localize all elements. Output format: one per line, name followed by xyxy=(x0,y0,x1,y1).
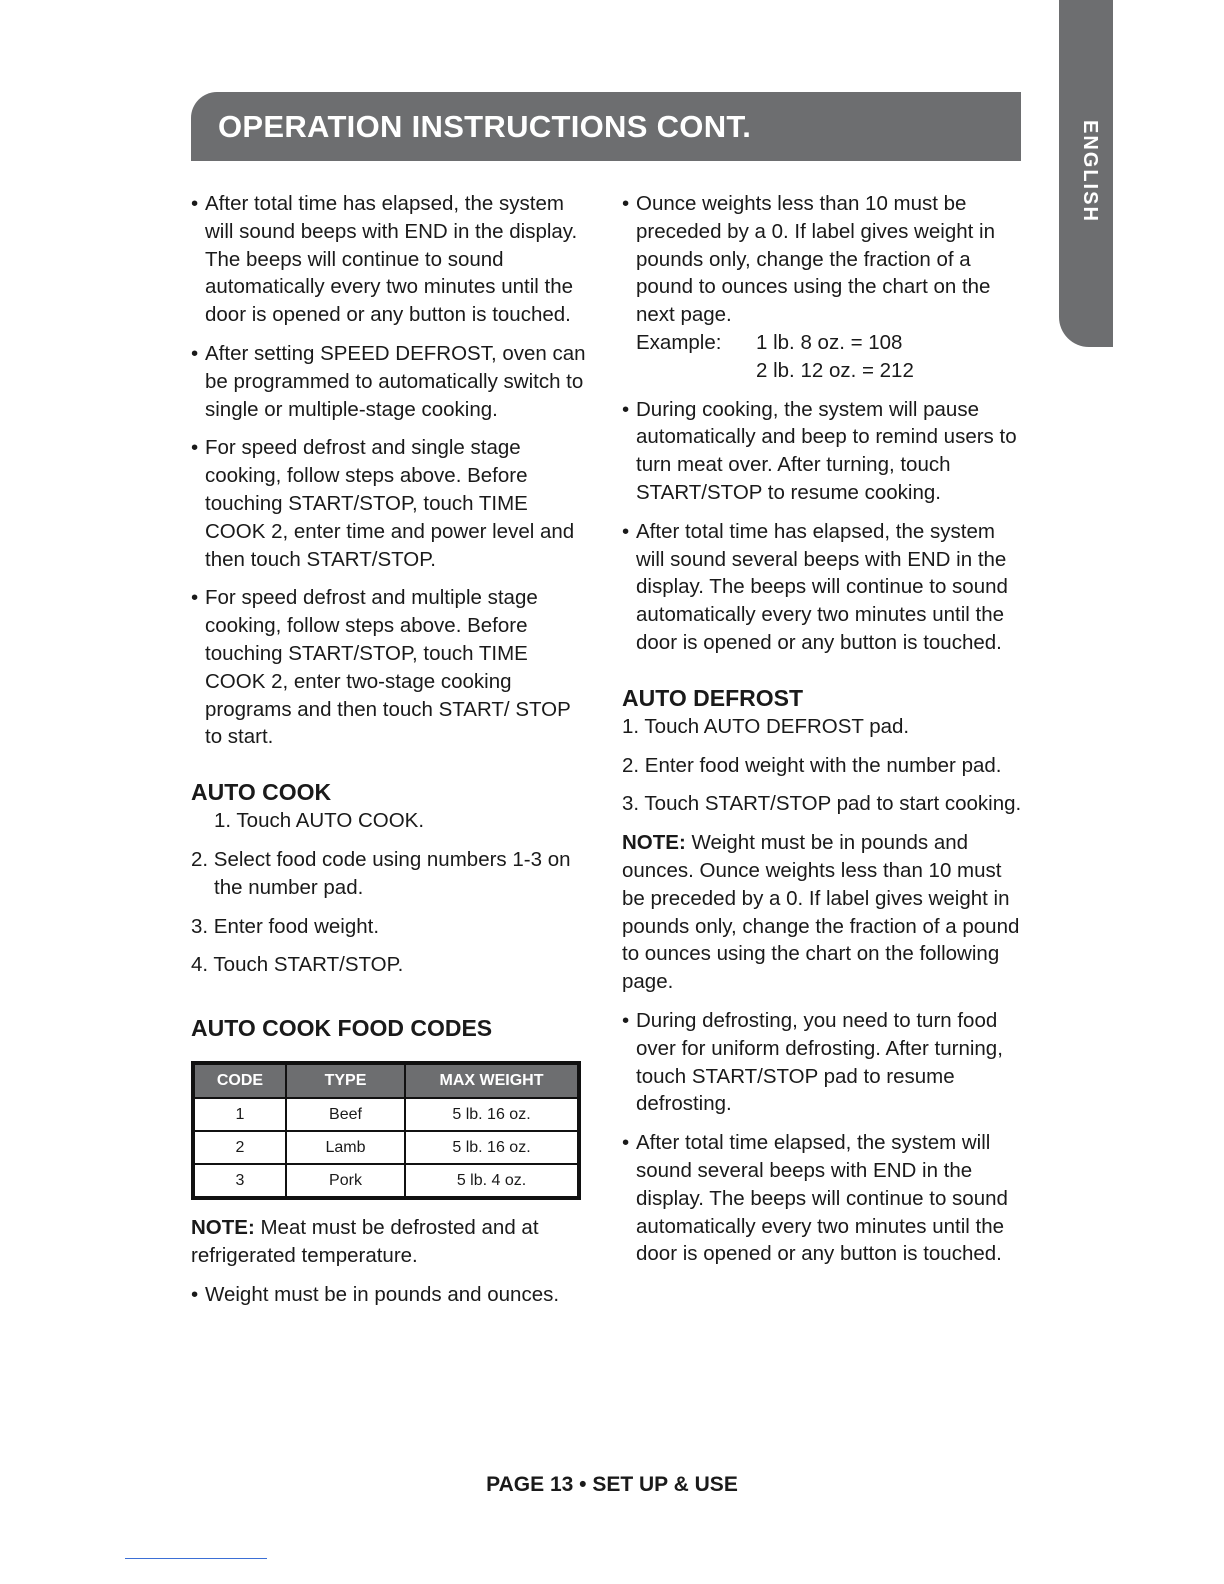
note-label: NOTE: xyxy=(191,1216,255,1240)
weight-note xyxy=(622,829,1024,996)
code-cell: 2 xyxy=(193,1131,286,1164)
bullet-icon: • xyxy=(191,192,199,215)
meat-note xyxy=(191,1214,587,1270)
list-item: • Weight must be in pounds and ounces. xyxy=(191,1281,587,1309)
example-label: Example: xyxy=(636,330,722,354)
list-item: • After total time has elapsed, the system will sound several beeps with END in the display. The beeps will continue to sound automatically every two minutes until the door is opened or any button is touched. xyxy=(622,519,1008,654)
list-item: • During cooking, the system will pause automatically and beep to remind users to turn meat over. After turning, touch START/STOP to resume cooking. xyxy=(622,397,1017,504)
column-header: CODE xyxy=(193,1063,286,1098)
page-footer: PAGE 13 • SET UP & USE xyxy=(486,1473,738,1496)
left-column xyxy=(191,190,587,1320)
step-item: 4. Touch START/STOP. xyxy=(191,953,404,977)
list-item: • For speed defrost and single stage cooking, follow steps above. Before touching START/STOP, touch TIME COOK 2, enter time and power level and then touch START/STOP. xyxy=(191,436,575,571)
language-tab xyxy=(1059,0,1113,347)
bullet-icon: • xyxy=(191,436,199,460)
table-header-row xyxy=(193,1063,579,1098)
note-text: Meat must be defrosted and at refrigerated temperature. xyxy=(191,1216,539,1267)
note-text: Weight must be in pounds and ounces. Ounce weights less than 10 must be preceded by a 0. If label gives weight in pounds only, change the fraction of a pound to ounces using the chart on the following page. xyxy=(622,831,1020,994)
bullet-icon: • xyxy=(622,1008,630,1032)
auto-cook-heading: AUTO COOK xyxy=(191,779,332,806)
column-header: MAX WEIGHT xyxy=(405,1063,579,1098)
bullet-icon: • xyxy=(622,1131,630,1155)
list-item: • Ounce weights less than 10 must be preceded by a 0. If label gives weight in pounds only, change the fraction of a pound to ounces using the chart on the next page. xyxy=(622,192,995,327)
list-item: • For speed defrost and multiple stage cooking, follow steps above. Before touching START/STOP, touch TIME COOK 2, enter two-stage cooking programs and then touch START/ STOP to start. xyxy=(191,586,571,749)
code-cell: 1 xyxy=(193,1098,286,1131)
list-item: • After setting SPEED DEFROST, oven can be programmed to automatically switch to single or multiple-stage cooking. xyxy=(191,341,586,421)
right-column xyxy=(622,190,1024,1279)
step-item: 3. Enter food weight. xyxy=(191,914,380,938)
auto-defrost-heading: AUTO DEFROST xyxy=(622,684,804,711)
max-weight-cell: 5 lb. 16 oz. xyxy=(405,1131,579,1164)
column-header: TYPE xyxy=(286,1063,405,1098)
bullet-icon: • xyxy=(622,397,630,421)
step-item: 1. Touch AUTO COOK. xyxy=(214,809,425,833)
bullet-icon: • xyxy=(622,192,630,215)
step-item: 2. Select food code using numbers 1-3 on the number pad. xyxy=(191,847,571,899)
divider xyxy=(125,1558,267,1559)
table-row xyxy=(193,1131,579,1164)
list-item: • During defrosting, you need to turn food over for uniform defrosting. After turning, touch START/STOP pad to resume defrosting. xyxy=(622,1008,1003,1116)
page-title: OPERATION INSTRUCTIONS CONT. xyxy=(218,109,752,144)
section-header xyxy=(191,92,1021,161)
step-item: 3. Touch START/STOP pad to start cooking. xyxy=(622,792,1022,816)
table-row xyxy=(193,1098,579,1131)
step-item: 1. Touch AUTO DEFROST pad. xyxy=(622,714,910,738)
type-cell: Pork xyxy=(286,1164,405,1198)
list-item: • After total time elapsed, the system will sound several beeps with END in the display. The beeps will continue to sound automatically every two minutes until the door is opened or any button is touched. xyxy=(622,1131,1008,1266)
step-item: 2. Enter food weight with the number pad. xyxy=(622,753,1002,777)
bullet-icon: • xyxy=(622,519,630,543)
bullet-icon: • xyxy=(191,586,199,610)
language-tab-label: ENGLISH xyxy=(1079,120,1101,223)
example-line: 2 lb. 12 oz. = 212 xyxy=(756,358,914,382)
food-codes-heading: AUTO COOK FOOD CODES xyxy=(191,1015,493,1042)
max-weight-cell: 5 lb. 16 oz. xyxy=(405,1098,579,1131)
type-cell: Lamb xyxy=(286,1131,405,1164)
note-label: NOTE: xyxy=(622,831,686,855)
food-codes-table xyxy=(191,1061,581,1200)
table-row xyxy=(193,1164,579,1198)
code-cell: 3 xyxy=(193,1164,286,1198)
weight-example xyxy=(622,329,1024,385)
bullet-icon: • xyxy=(191,341,199,365)
list-item: • After total time has elapsed, the system will sound beeps with END in the display. The beeps will continue to sound automatically every two minutes until the door is opened or any button is touched. xyxy=(191,192,578,327)
type-cell: Beef xyxy=(286,1098,405,1131)
bullet-icon: • xyxy=(191,1282,199,1306)
max-weight-cell: 5 lb. 4 oz. xyxy=(405,1164,579,1198)
example-line: 1 lb. 8 oz. = 108 xyxy=(756,330,903,354)
